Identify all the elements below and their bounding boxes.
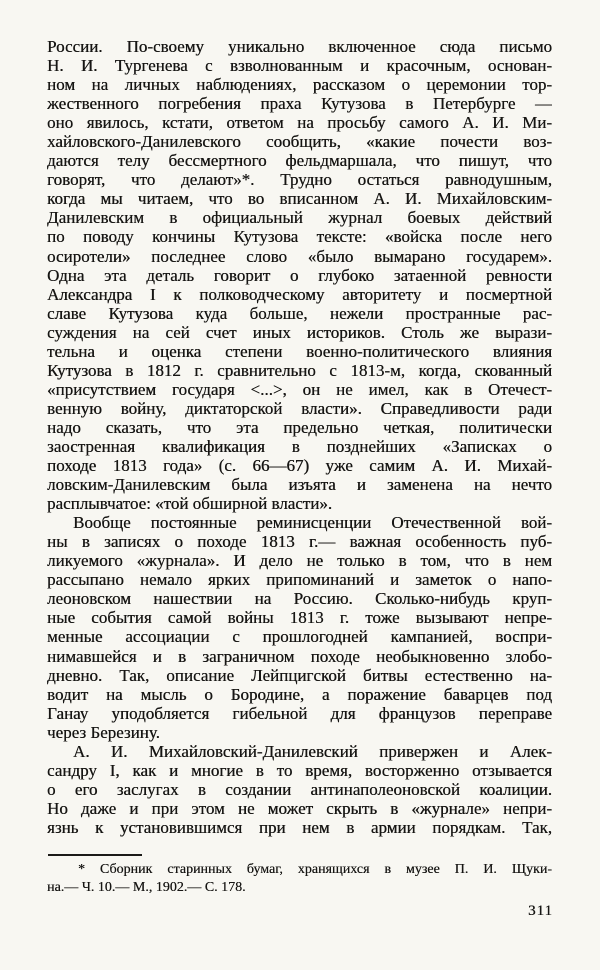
text-line: менные ассоциации с прошлогодней кампанией, воспри- — [47, 627, 552, 647]
text-line: ны в записях о походе 1813 г.— важная особенность пуб- — [47, 532, 552, 552]
text-line: славе Кутузова куда больше, нежели пространные рас- — [47, 303, 552, 323]
text-line: ловским-Данилевским была изъята и заменена на нечто — [47, 475, 552, 495]
footnote-separator — [48, 854, 142, 856]
footnote — [47, 861, 552, 896]
text-line: хайловского-Данилевского сообщить, «какие почести воз- — [47, 132, 552, 152]
text-line: Вообще постоянные реминисценции Отечественной вой- — [73, 513, 552, 533]
text-line: дневно. Так, описание Лейпцигской битвы естественно на- — [47, 665, 552, 685]
text-line: походе 1813 года» (с. 66—67) уже самим А. И. Михай- — [47, 456, 552, 476]
text-line: о его заслугах в создании антинаполеоновской коалиции. — [47, 779, 552, 799]
text-line: Кутузова в 1812 г. сравнительно с 1813-м, когда, скованный — [47, 360, 552, 380]
text-line: Н. И. Тургенева с взволнованным и красочным, основан- — [47, 56, 552, 76]
text-line: леоновском нашествии на Россию. Сколько-нибудь круп- — [47, 589, 552, 609]
text-line: надо сказать, что эта предельно четкая, политически — [47, 417, 552, 437]
text-line: «присутствием государя <...>, он не имел, как в Отечест- — [47, 379, 552, 399]
text-line: А. И. Михайловский-Данилевский привержен и Алек- — [73, 741, 552, 761]
page-number: 311 — [528, 903, 553, 919]
text-line: по поводу кончины Кутузова тексте: «войска после него — [47, 227, 552, 247]
footnote-line: * Сборник старинных бумаг, хранящихся в музее П. И. Щуки- — [78, 862, 552, 877]
text-line: ные события самой войны 1813 г. тоже вызывают непре- — [47, 608, 552, 628]
text-line: осиротели» последнее слово «было вымарано государем». — [47, 246, 552, 266]
text-line: рассыпано немало ярких припоминаний и заметок о напо- — [47, 570, 552, 590]
text-line: Но даже и при этом не может скрыть в «журнале» непри- — [47, 798, 552, 818]
text-line: Данилевским в официальный журнал боевых действий — [47, 208, 552, 228]
text-line: даются телу бессмертного фельдмаршала, что пишут, что — [47, 151, 552, 171]
text-line: венную войну, диктаторской власти». Справедливости ради — [47, 398, 552, 418]
text-line: Одна эта деталь говорит о глубоко затаенной ревности — [47, 265, 552, 285]
text-line: жественного погребения праха Кутузова в Петербурге — — [47, 94, 552, 114]
text-line: ном на личных наблюдениях, рассказом о церемонии тор- — [47, 75, 552, 95]
text-line: тельна и оценка степени военно-политического влияния — [47, 341, 552, 361]
text-line: заостренная квалификация в позднейших «Записках о — [47, 436, 552, 456]
text-line: России. По-своему уникально включенное сюда письмо — [47, 37, 552, 56]
text-line: ликуемого «журнала». И дело не только в том, что в нем — [47, 551, 552, 571]
text-line: когда мы читаем, что во вписанном А. И. Михайловским- — [47, 189, 552, 209]
text-line: через Березину. — [47, 722, 160, 742]
text-line: оно явилось, кстати, ответом на просьбу самого А. И. Ми- — [47, 113, 552, 133]
footnote-line: на.— Ч. 10.— М., 1902.— С. 178. — [47, 879, 246, 895]
text-line: сандру I, как и многие в то время, восторженно отзывается — [47, 760, 552, 780]
text-line: нимавшейся и в заграничном походе необыкновенно злобо- — [47, 646, 552, 666]
main-text — [47, 37, 552, 837]
text-line: говорят, что делают»*. Трудно остаться равнодушным, — [47, 170, 552, 190]
text-line: Александра I к полководческому авторитету и посмертной — [47, 284, 552, 304]
text-line: суждения на сей счет иных историков. Столь же вырази- — [47, 322, 552, 342]
text-line: водит на мысль о Бородине, а поражение баварцев под — [47, 684, 552, 704]
text-line: Ганау уподобляется гибельной для французов переправе — [47, 703, 552, 723]
text-line: расплывчатое: «той обширной власти». — [47, 494, 333, 514]
text-line: язнь к установившимся при нем в армии порядкам. Так, — [47, 817, 552, 837]
